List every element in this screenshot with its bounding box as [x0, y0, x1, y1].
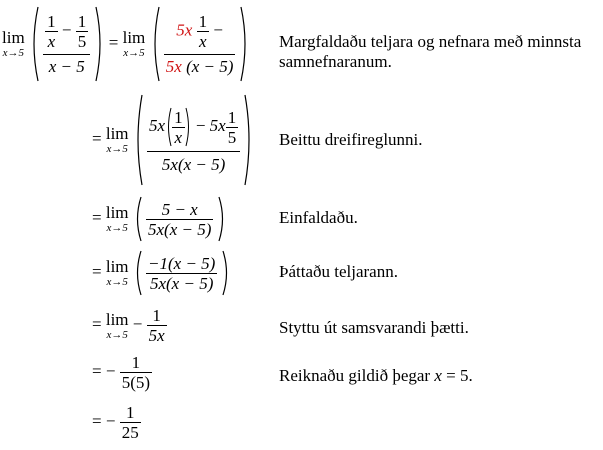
lcd-highlight: 5x [176, 20, 193, 40]
equals-sign: = [92, 411, 102, 431]
equals-sign: = [92, 361, 102, 381]
right-paren [222, 250, 231, 296]
distributed-fraction: 5x $\frac{1}{x}$ − 5x $\frac{1}{5}$ 5x(x − 5) [147, 107, 240, 173]
equals-sign: = [92, 128, 102, 148]
step6-math: = − $\frac{1}{5(5)}$ [92, 353, 151, 392]
step2-math [92, 94, 254, 186]
evaluated-fraction: $\frac{1}{5(5)}$ [121, 353, 151, 392]
fraction-one-over-x: $\frac{1}{x}$ [47, 12, 56, 51]
step3-math [92, 196, 227, 242]
step4-explanation: Þáttaðu teljarann. [279, 262, 398, 281]
step5-math: = lim x→5 − $\frac{1}{5x}$ [92, 306, 165, 345]
step4-math [92, 250, 231, 296]
equals-sign: = [92, 314, 102, 334]
left-paren [29, 6, 39, 82]
left-paren [150, 6, 160, 82]
step2-explanation: Beittu dreifireglunni. [279, 130, 423, 149]
fraction-one-over-x: $\frac{1}{x}$ [174, 107, 183, 147]
right-paren [218, 196, 227, 242]
step3-explanation: Einfaldaðu. [279, 208, 358, 227]
fraction-one-over-five: $\frac{1}{5}$ [77, 12, 87, 51]
limit-operator: lim x→5 [105, 309, 129, 341]
limit-operator: lim x→5 [105, 203, 129, 234]
right-paren [244, 94, 254, 186]
left-paren [133, 250, 142, 296]
fraction-one-over-five: $\frac{1}{5}$ [227, 107, 237, 147]
equals-sign: = [92, 261, 102, 281]
step6-explanation: Reiknaðu gildið þegar x = 5. [279, 366, 473, 385]
left-paren [133, 94, 143, 186]
step7-math: = − $\frac{1}{25}$ [92, 403, 139, 442]
fraction-one-over-x: $\frac{1}{x}$ [198, 12, 208, 51]
cancelled-fraction: $\frac{1}{5x}$ [148, 306, 165, 345]
limit-operator: lim x→5 [122, 28, 146, 59]
step1-math [2, 6, 250, 82]
equals-sign: = [108, 32, 119, 52]
limit-operator: lim x→5 [105, 124, 129, 155]
limit-operator: lim x→5 [2, 28, 25, 59]
simplified-fraction: $\frac{5 - x}{5x(x - 5)}$ [148, 199, 212, 239]
limit-operator: lim x→5 [105, 257, 129, 288]
multiplied-fraction: 5x $\frac{1}{x}$ − 5x (x − 5) [165, 12, 234, 76]
right-paren [95, 6, 105, 82]
complex-fraction: $\frac{1}{x}$ − $\frac{1}{5}$ x − 5 [43, 13, 90, 75]
final-answer-fraction: $\frac{1}{25}$ [121, 403, 139, 442]
factored-fraction: $\frac{-1(x - 5)}{5x(x - 5)}$ [148, 253, 216, 293]
step1-explanation: Margfaldaðu teljara og nefnara með minnsta samnefnaranum. [279, 32, 582, 71]
step5-explanation: Styttu út samsvarandi þætti. [279, 318, 469, 337]
right-paren [240, 6, 250, 82]
lcd-highlight: 5x [165, 57, 182, 76]
equals-sign: = [92, 207, 102, 227]
left-paren [133, 196, 142, 242]
